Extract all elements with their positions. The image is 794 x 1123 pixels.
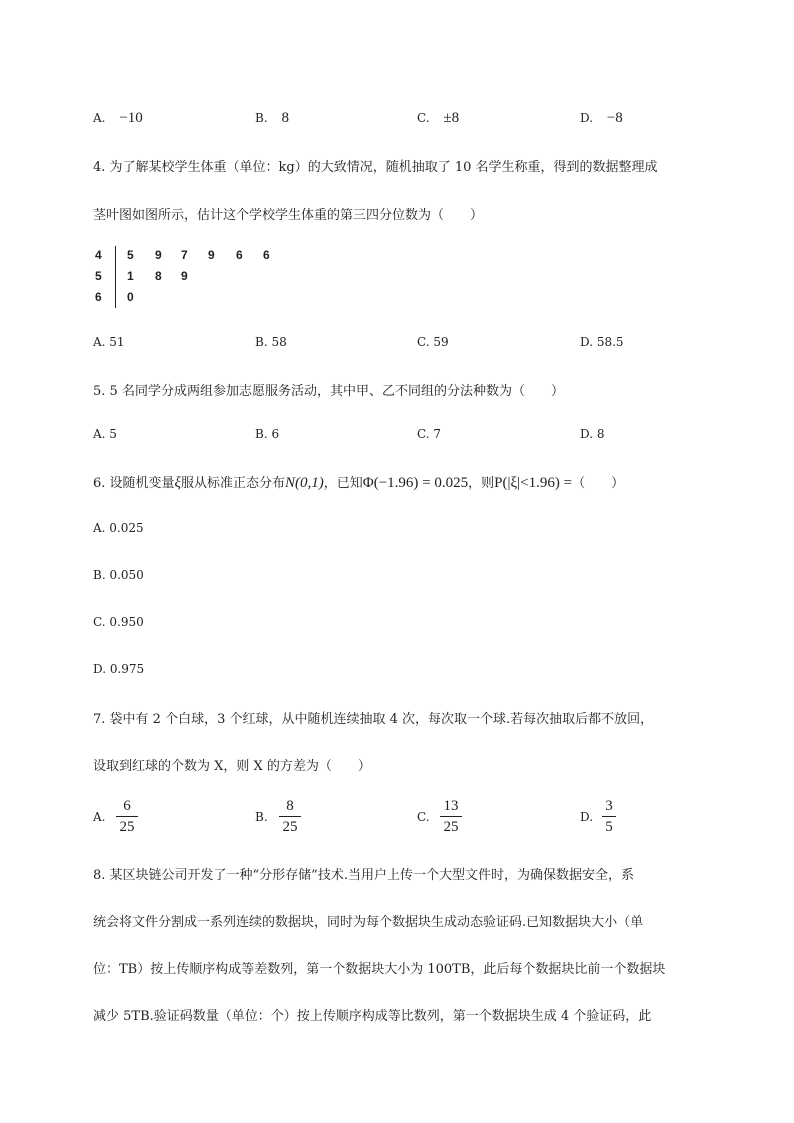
q6-distribution: N(0,1) [285,475,324,491]
q6-option-b: B. 0.050 [93,568,144,582]
q6-probability: P(|ξ|<1.96) = [494,475,573,491]
q7-option-d-label: D. [580,810,594,824]
q4-option-a: A. 51 [93,335,125,349]
q6-phi-value: Φ(−1.96) = 0.025 [362,475,469,491]
q3-option-a-value: −10 [119,110,143,126]
q5-option-a: A. 5 [93,427,117,441]
q5-option-c: C. 7 [417,427,442,441]
q4-option-d: D. 58.5 [580,335,624,349]
q5-option-d: D. 8 [580,427,605,441]
q5-text: 5. 5 名同学分成两组参加志愿服务活动，其中甲、乙不同组的分法种数为（ ） [93,384,564,399]
q6-option-c: C. 0.950 [93,615,144,629]
q3-option-c-value: ±8 [443,110,460,126]
q7-option-d-fraction: 3 5 [602,797,616,836]
q4-text-line2: 茎叶图如图所示，估计这个学校学生体重的第三四分位数为（ ） [93,208,484,223]
q7-option-b-label: B. [255,810,268,824]
q4-option-b: B. 58 [255,335,287,349]
stem-leaf-divider [115,246,116,308]
q7-text-line2: 设取到红球的个数为 X，则 X 的方差为（ ） [93,759,371,774]
q3-option-d-value: −8 [606,110,623,126]
q6-text: 6. 设随机变量ξ服从标准正态分布N(0,1)，已知Φ(−1.96) = 0.025，则P(|ξ|<1.96) =（ ） [93,475,625,491]
q8-text-line2: 统会将文件分割成一系列连续的数据块，同时为每个数据块生成动态验证码.已知数据块大小（单 [93,915,644,930]
q5-option-b: B. 6 [255,427,280,441]
q7-option-c-fraction: 13 25 [440,797,462,836]
q4-option-c: C. 59 [417,335,449,349]
q7-option-c-label: C. [417,810,430,824]
q8-text-line4: 减少 5TB.验证码数量（单位：个）按上传顺序构成等比数列，第一个数据块生成 4 个验证码，此 [93,1009,652,1024]
q6-xi-symbol: ξ [174,475,181,491]
q8-text-line1: 8. 某区块链公司开发了一种“分形存储”技术.当用户上传一个大型文件时，为确保数据安全，系 [93,868,634,883]
q3-option-a: A. −10 [93,110,143,126]
q3-option-d: D. −8 [580,110,623,126]
q7-option-b-fraction: 8 25 [279,797,301,836]
q6-option-d: D. 0.975 [93,662,145,676]
q3-option-b-value: 8 [281,110,289,126]
q3-option-c: C. ±8 [417,110,460,126]
q6-option-a: A. 0.025 [93,521,144,535]
q7-option-a-fraction: 6 25 [116,797,138,836]
q3-option-b: B. 8 [255,110,289,126]
q7-option-a-label: A. [93,810,106,824]
q8-text-line3: 位：TB）按上传顺序构成等差数列，第一个数据块大小为 100TB，此后每个数据块比前一个数据块 [93,962,666,977]
q7-text-line1: 7. 袋中有 2 个白球，3 个红球，从中随机连续抽取 4 次，每次取一个球.若每次抽取后都不放回， [93,712,654,727]
q4-text-line1: 4. 为了解某校学生体重（单位：kg）的大致情况，随机抽取了 10 名学生称重，得到的数据整理成 [93,160,658,175]
